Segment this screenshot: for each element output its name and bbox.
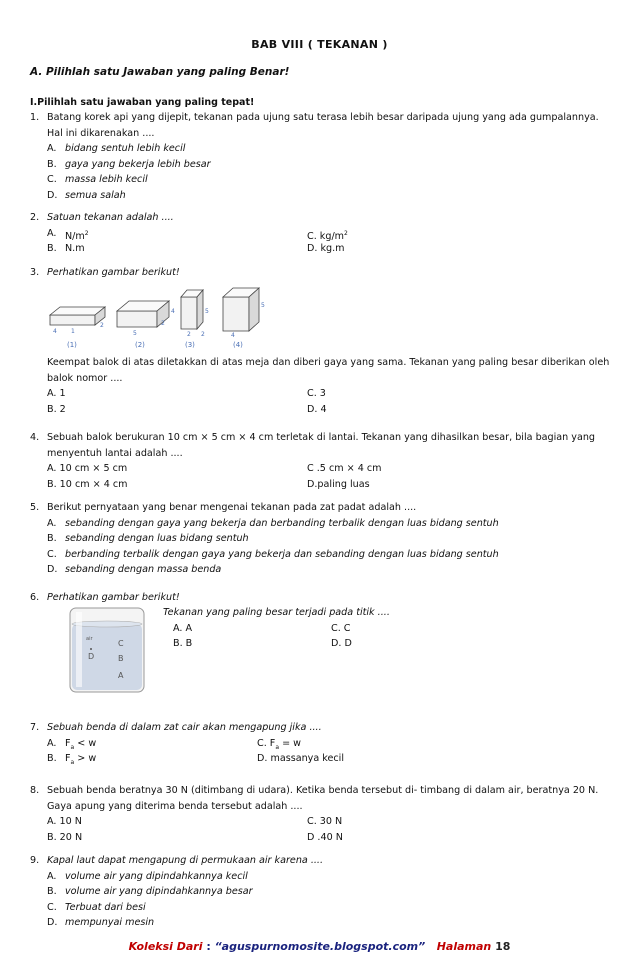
question-number: 6. — [30, 592, 40, 603]
page-number: 18 — [495, 940, 511, 953]
question-3-body — [30, 355, 610, 417]
footer-blog: “aguspurnomosite.blogspot.com” — [214, 940, 426, 953]
option-text: A. 10 cm × 5 cm — [47, 463, 128, 474]
question-stem: Batang korek api yang dijepit, tekanan pada ujung satu terasa lebih besar daripada ujung yang ada gumpalannya. Hal ini dikarenakan .... — [47, 112, 599, 139]
question-1 — [30, 110, 610, 203]
dim-label: 4 — [171, 308, 175, 315]
point-label: B — [118, 654, 124, 663]
option — [47, 884, 610, 900]
question-3 — [30, 265, 610, 281]
dim-label: 4 — [231, 332, 235, 339]
option — [47, 516, 610, 532]
option-text: A. 10 N — [47, 816, 82, 827]
question-7 — [30, 720, 610, 767]
point-label: D — [88, 652, 95, 661]
option-row — [47, 751, 610, 767]
dim-label: 5 — [133, 330, 137, 337]
option-label: B. — [47, 158, 57, 170]
question-stem: Sebuah benda beratnya 30 N (ditimbang di udara). Ketika benda tersebut di- timbang di dalam air, beratnya 20 N. Gaya apung yang diterima benda tersebut adalah .... — [47, 785, 599, 812]
option-text: B. B — [173, 638, 193, 649]
figure-label: (4) — [233, 341, 243, 349]
question-number: 3. — [30, 267, 40, 278]
question-stem: Sebuah balok berukuran 10 cm × 5 cm × 4 cm terletak di lantai. Tekanan yang dihasilkan besar, bila bagian yang menyentuh lantai adalah .... — [47, 432, 596, 459]
option-row — [47, 226, 610, 242]
option — [47, 188, 610, 204]
figure-label: (2) — [135, 341, 145, 349]
dim-label: 2 — [161, 320, 165, 327]
option-text: mempunyai mesin — [65, 917, 155, 928]
question-number: 1. — [30, 112, 40, 123]
option — [47, 869, 610, 885]
option-text: C. $kg/m^2$ — [307, 229, 348, 242]
option-text: A. 1 — [47, 388, 66, 399]
option-text: Terbuat dari besi — [65, 901, 146, 913]
option-text: D. D — [331, 638, 352, 649]
question-stem: Kapal laut dapat mengapung di permukaan air karena .... — [47, 855, 324, 866]
option-label: B. — [47, 243, 57, 254]
instruction-heading: I.Pilihlah satu jawaban yang paling tepat! — [30, 97, 255, 108]
option-text: $N/m^2$ — [65, 229, 89, 242]
option-text: D. massanya kecil — [257, 753, 344, 764]
option — [47, 562, 610, 578]
option-text: C. 3 — [307, 388, 326, 399]
question-stem: Berikut pernyataan yang benar mengenai tekanan pada zat padat adalah .... — [47, 502, 417, 513]
option-label: D. — [47, 189, 58, 201]
option-label: D. — [47, 917, 58, 928]
option-row — [47, 461, 610, 477]
option — [47, 531, 610, 547]
option-text: $F_a < w$ — [65, 737, 97, 751]
point-dot — [90, 648, 92, 650]
option-text: sebanding dengan massa benda — [65, 564, 222, 575]
question-number: 4. — [30, 432, 40, 443]
figure-label: (3) — [185, 341, 195, 349]
option-row — [47, 736, 610, 752]
question-8 — [30, 783, 610, 845]
option-text: volume air yang dipindahkannya besar — [65, 886, 253, 897]
option-text: sebanding dengan luas bidang sentuh — [65, 533, 249, 544]
option — [47, 141, 610, 157]
option-label: B. — [47, 533, 57, 544]
option-text: gaya yang bekerja lebih besar — [65, 158, 211, 170]
question-number: 2. — [30, 212, 40, 223]
point-label: C — [118, 639, 124, 648]
option-text: massa lebih kecil — [65, 174, 148, 185]
option-row — [47, 477, 610, 493]
option-label: A. — [47, 227, 57, 239]
block-1 — [50, 307, 105, 325]
dim-label: 2 — [100, 322, 104, 329]
question-stem: Perhatikan gambar berikut! — [47, 267, 180, 278]
question-stem: Sebuah benda di dalam zat cair akan mengapung jika .... — [47, 722, 322, 733]
option-text: berbanding terbalik dengan gaya yang bekerja dan sebanding dengan luas bidang sentuh — [65, 548, 499, 560]
option-text: N.m — [65, 243, 85, 254]
option-label: A. — [47, 143, 57, 154]
option — [47, 915, 610, 931]
air-label: air — [86, 636, 93, 642]
option-text: C. $F_a = w$ — [257, 737, 301, 751]
question-stem: Perhatikan gambar berikut! — [47, 592, 180, 603]
option-row — [47, 830, 610, 846]
dim-label: 5 — [205, 308, 209, 315]
option-row — [173, 636, 583, 652]
page-footer — [0, 940, 639, 953]
question-text: Keempat balok di atas diletakkan di atas meja dan diberi gaya yang sama. Tekanan yang paling besar diberikan oleh balok nomor .... — [47, 357, 610, 384]
option-text: sebanding dengan gaya yang bekerja dan berbanding terbalik dengan luas bidang sentuh — [65, 517, 499, 529]
dim-label: 2 — [201, 331, 205, 338]
question-number: 8. — [30, 785, 40, 796]
dim-label: 5 — [261, 302, 265, 309]
option-text: D. kg.m — [307, 243, 345, 254]
option-label: B. — [47, 753, 57, 764]
option-label: C. — [47, 901, 57, 913]
question-text: Tekanan yang paling besar terjadi pada titik .... — [163, 607, 390, 618]
option — [47, 157, 610, 173]
option-row — [47, 402, 610, 418]
option-label: A. — [47, 517, 57, 529]
option — [47, 900, 610, 916]
option-text: semua salah — [65, 189, 126, 201]
footer-colon: : — [202, 940, 215, 953]
block-3 — [181, 290, 203, 329]
dim-label: 2 — [187, 331, 191, 338]
block-4 — [223, 288, 259, 331]
option-text: B. 10 cm × 4 cm — [47, 478, 128, 490]
option-row — [47, 814, 610, 830]
water-container-figure — [66, 602, 150, 697]
option-label: C. — [47, 174, 57, 185]
option-text: B. 20 N — [47, 831, 83, 843]
option-label: B. — [47, 886, 57, 897]
option-row — [173, 621, 583, 637]
option-text: C .5 cm × 4 cm — [307, 463, 382, 474]
question-9 — [30, 853, 610, 931]
question-4 — [30, 430, 610, 492]
option-text: D. 4 — [307, 403, 327, 415]
option-row — [47, 241, 610, 257]
question-5 — [30, 500, 610, 578]
dim-label: 1 — [71, 328, 75, 335]
figure-label: (1) — [67, 341, 77, 349]
question-stem: Satuan tekanan adalah .... — [47, 212, 174, 223]
question-6-body — [163, 605, 583, 652]
option-label: D. — [47, 564, 58, 575]
option-text: C. C — [331, 622, 351, 634]
footer-koleksi: Koleksi Dari — [128, 940, 203, 953]
question-2 — [30, 210, 610, 257]
option — [47, 547, 610, 563]
option — [47, 172, 610, 188]
option-text: volume air yang dipindahkannya kecil — [65, 870, 248, 882]
section-a-heading: A. Pilihlah satu Jawaban yang paling Benar! — [30, 66, 290, 78]
option-text: A. A — [173, 622, 193, 634]
option-text: $F_a > w$ — [65, 753, 97, 766]
option-text: C. 30 N — [307, 816, 343, 827]
option-label: C. — [47, 548, 57, 560]
option-text: B. 2 — [47, 403, 66, 415]
option-text: bidang sentuh lebih kecil — [65, 143, 186, 154]
blocks-figure — [45, 285, 285, 350]
option-text: D .40 N — [307, 831, 343, 843]
point-label: A — [118, 671, 124, 680]
footer-halaman: Halaman — [436, 940, 492, 953]
question-number: 7. — [30, 722, 40, 733]
option-row — [47, 386, 610, 402]
question-number: 5. — [30, 502, 40, 513]
option-text: D.paling luas — [307, 478, 370, 490]
chapter-title: BAB VIII ( TEKANAN ) — [251, 38, 388, 51]
question-number: 9. — [30, 855, 40, 866]
dim-label: 4 — [53, 328, 57, 335]
option-label: A. — [47, 870, 57, 882]
option-label: A. — [47, 737, 57, 749]
